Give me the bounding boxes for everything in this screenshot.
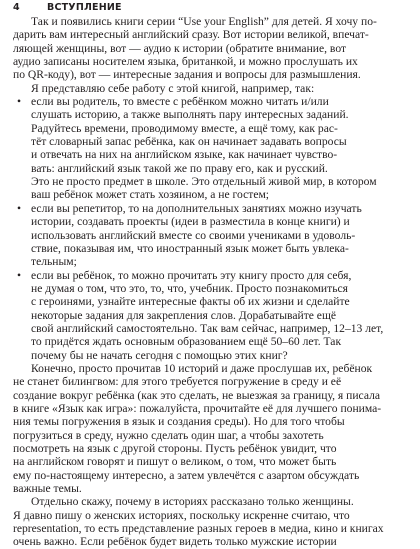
bullet-item-line: • если вы репетитор, то на дополнительных занятиях можно изучать	[13, 202, 411, 215]
text-line: Конечно, просто прочитав 10 историй и даже прослушав их, ребёнок	[31, 361, 373, 375]
text-line: тельным;	[31, 255, 77, 269]
page-number: 4	[13, 2, 20, 13]
text-line: свой английский самостоятельно. Так вам сейчас, например, 12–13 лет,	[31, 321, 384, 335]
text-line: ляющей женщины, вот — аудио к истории (обратите внимание, вот	[13, 41, 347, 55]
bullet-item-line: • если вы родитель, то вместе с ребёнком можно читать и/или	[13, 95, 411, 108]
text-line: Я давно пишу о женских историях, поскольку искренне считаю, что	[13, 508, 350, 522]
text-line: важные темы.	[13, 482, 82, 496]
text-line: создание вокруг ребёнка (как это сделать, не выезжая за границу, я писала	[13, 388, 381, 402]
text-line: посмотреть на язык с другой стороны. Пусть ребёнок увидит, что	[13, 442, 337, 455]
page-header	[13, 0, 122, 15]
text-line: Это не просто предмет в школе. Это отдельный живой мир, в котором	[31, 175, 377, 189]
text-line: слушать историю, а также выполнять пару интересных заданий.	[31, 108, 349, 122]
text-line: Так и появились книги серии “Use your English” для детей. Я хочу по-	[31, 15, 377, 28]
text-line: вать: английский язык такой же по праву его, как и русский.	[31, 161, 328, 175]
text-line: с героинями, узнайте интересные факты об их жизни и сделайте	[31, 295, 350, 309]
text-line: то придётся ждать основным образованием ещё 50–60 лет. Так	[31, 335, 342, 349]
text-line: ваш ребёнок может стать хозяином, а не гостем;	[31, 188, 270, 202]
text-line: истории, создавать проекты (идеи в разместила в конце книги) и	[31, 215, 350, 229]
text-line: Радуйтесь времени, проводимому вместе, а ещё тому, как рас-	[31, 121, 338, 135]
body-text	[13, 15, 411, 549]
text-line: ния темы погружения в язык и создания среды). Но для того чтобы	[13, 415, 345, 429]
bullet-item-line: • если вы ребёнок, то можно прочитать эту книгу просто для себя,	[13, 269, 411, 282]
text-line: и отвечать на них на английском языке, как начинает чувство-	[31, 148, 338, 162]
text-line: аудио записаны носителем языка, британкой, и можно прослушать их	[13, 55, 358, 69]
text-line: в книге «Язык как игра»: пожалуйста, прочитайте её для лучшего понима-	[13, 401, 382, 415]
text-line: использовать английский вместе со своими учениками в удоволь-	[31, 228, 356, 242]
text-line: representation, то есть представление разных героев в медиа, кино и книгах	[13, 522, 384, 536]
text-line: почему бы не начать сегодня с помощью этих книг?	[31, 348, 288, 362]
text-line: погрузиться в среду, нужно сделать один шаг, а чтобы захотеть	[13, 428, 324, 442]
text-line: очень важно. Если ребёнок будет видеть только мужские истории	[13, 535, 337, 549]
text-line: не станет билингвом: для этого требуется погружение в среду и её	[13, 375, 342, 389]
text-line: по QR-коду), вот — интересные задания и вопросы для размышления.	[13, 68, 361, 82]
text-line: ствие, показывая им, что иностранный язык может быть увлека-	[31, 241, 349, 255]
text-line: не думая о том, что это, то, что, учебник. Просто познакомиться	[31, 281, 348, 295]
text-line: Я представляю себе работу с этой книгой, например, так:	[31, 81, 315, 95]
text-line: ему по-настоящему интересно, а затем увлечётся с азартом обсуждать	[13, 468, 360, 482]
text-line: Отдельно скажу, почему в историях рассказано только женщины.	[31, 495, 354, 509]
text-line: тёт словарный запас ребёнка, как он начинает задавать вопросы	[31, 135, 347, 149]
text-line: на английском говорят и пишут о великом, о том, что может быть	[13, 455, 337, 469]
chapter-title: ВСТУПЛЕНИЕ	[47, 2, 122, 13]
text-line: некоторые задания для закрепления слов. Дорабатывайте ещё	[31, 308, 337, 322]
text-line: дарить вам интересный английский сразу. Вот истории великой, впечат-	[13, 28, 369, 42]
